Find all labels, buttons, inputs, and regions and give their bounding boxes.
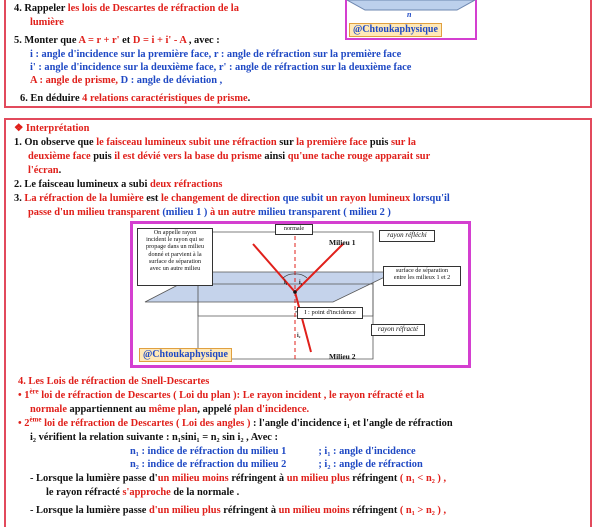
case-2: - Lorsque la lumière passe d'un milieu plus réfringent à un milieu moins réfringent ( n₁ > n₂ ) , [30,505,447,516]
watermark-tag: @Chtoukaphysique [349,23,442,37]
question-5: 5. Monter que A = r + r' et D = i + i' - A , avec : [14,35,220,46]
loi-1-cont: normale appartiennent au même plan, appelé plan d'incidence. [30,404,310,415]
diagram-watermark-tag: @Chtoukaphysique [139,348,232,362]
reflected-ray-label: rayon réfléchi [379,230,435,242]
point-1: 1. On observe que le faisceau lumineux subit une réfraction sur la première face puis sur la [14,137,416,148]
incident-ray-callout: On appelle rayon incident le rayon qui se propage dans un milieu donné et parvient à la surface de séparation avec un autre milieu [137,228,213,286]
n2-def: n₂ : indice de réfraction du milieu 2 ; i₂ : angle de réfraction [130,459,423,470]
question-4: 4. Rappeler les lois de Descartes de réfraction de la [14,3,239,14]
point-1-cont: deuxième face puis il est dévié vers la base du prisme ainsi qu'une tache rouge apparait sur [28,151,431,162]
def-i2-r2: i' : angle d'incidence sur la deuxième face, r' : angle de réfraction sur la deuxième face [30,62,412,73]
surface-label: surface de séparation entre les milieux 1 et 2 [383,266,461,286]
def-a-d: A : angle de prisme, D : angle de déviation , [30,75,223,86]
medium-1-label: Milieu 1 [329,238,356,247]
refracted-ray-label: rayon réfracté [371,324,425,336]
lois-title: 4. Les Lois de réfraction de Snell-Descartes [18,376,210,387]
case-1: - Lorsque la lumière passe d'un milieu moins réfringent à un milieu plus réfringent ( n₁ < n₂ ) , [30,473,447,484]
loi-2-cont: i₂ vérifient la relation suivante : n₁sini₁ = n₂ sin i₂ , Avec : [30,432,278,443]
incidence-point-label: I : point d'incidence [297,307,363,319]
refraction-diagram [130,221,471,368]
question-4-cont: lumière [30,17,64,28]
def-i-r: i : angle d'incidence sur la première face, r : angle de réfraction sur la première face [30,49,402,60]
medium-2-label: Milieu 2 [329,352,356,361]
n1-def: n₁ : indice de réfraction du milieu 1 ; i₁ : angle d'incidence [130,446,416,457]
refractive-index-label: n [407,10,412,19]
case-1-cont: le rayon réfracté s'approche de la normale . [46,487,240,498]
angle-i2: i₂ [297,333,301,339]
loi-1: • 1ère loi de réfraction de Descartes ( Loi du plan ): Le rayon incident , le rayon réfracté et la [18,387,425,401]
point-3: 3. La réfraction de la lumière est le changement de direction que subit un rayon lumineux lorsqu'il [14,193,450,204]
normal-label: normale [275,224,313,235]
point-1-end: l'écran. [28,165,62,176]
loi-2: • 2ème loi de réfraction de Descartes ( Loi des angles ) : l'angle d'incidence i₁ et l'angle de réfraction [18,415,453,429]
question-6: 6. En déduire 4 relations caractéristiques de prisme. [20,93,251,104]
prism-figure [345,0,477,40]
point-2: 2. Le faisceau lumineux a subi deux réfractions [14,179,223,190]
angle-i1-right: i₁ [299,280,303,286]
point-3-cont: passe d'un milieu transparent (milieu 1 ) à un autre milieu transparent ( milieu 2 ) [28,207,391,218]
interpretation-title: ❖ Interprétation [14,123,90,134]
angle-i1-left: i₁ [284,280,288,286]
